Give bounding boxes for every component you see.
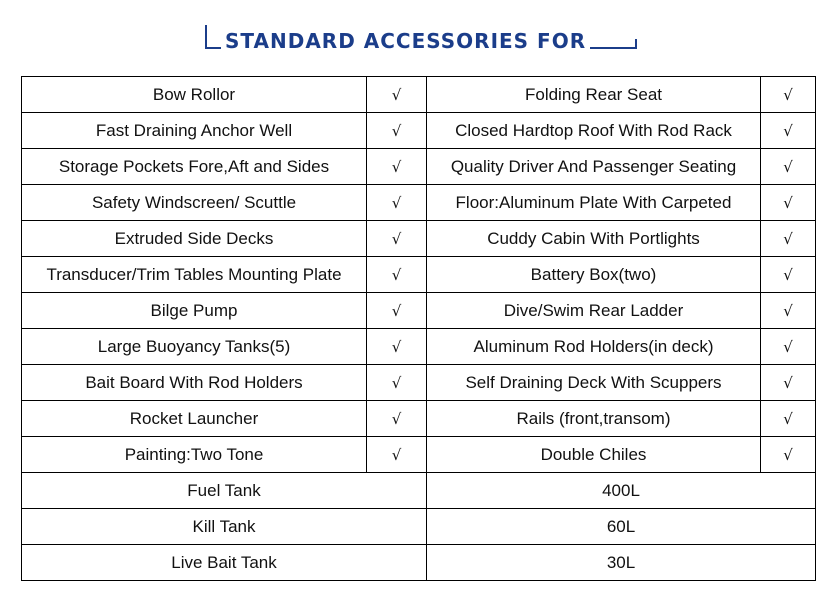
title-frame	[205, 25, 637, 53]
title-frame-left-line	[205, 25, 207, 49]
check-mark-icon: √	[367, 77, 427, 113]
accessory-name: Cuddy Cabin With Portlights	[427, 221, 761, 257]
title-frame-right-line	[635, 39, 637, 49]
tank-row	[22, 473, 816, 509]
accessory-name: Rails (front,transom)	[427, 401, 761, 437]
check-mark-icon: √	[761, 149, 816, 185]
tank-capacity: 60L	[427, 509, 816, 545]
table-row	[22, 293, 816, 329]
table-row	[22, 257, 816, 293]
tank-row	[22, 509, 816, 545]
tank-row	[22, 545, 816, 581]
accessory-name: Painting:Two Tone	[22, 437, 367, 473]
check-mark-icon: √	[367, 185, 427, 221]
check-mark-icon: √	[367, 113, 427, 149]
accessory-name: Storage Pockets Fore,Aft and Sides	[22, 149, 367, 185]
accessory-name: Safety Windscreen/ Scuttle	[22, 185, 367, 221]
check-mark-icon: √	[367, 329, 427, 365]
accessory-name: Fast Draining Anchor Well	[22, 113, 367, 149]
check-mark-icon: √	[761, 185, 816, 221]
table-row	[22, 149, 816, 185]
table-row	[22, 77, 816, 113]
accessory-name: Bow Rollor	[22, 77, 367, 113]
check-mark-icon: √	[761, 113, 816, 149]
accessory-name: Dive/Swim Rear Ladder	[427, 293, 761, 329]
tank-capacity: 30L	[427, 545, 816, 581]
table-row	[22, 365, 816, 401]
accessory-name: Bait Board With Rod Holders	[22, 365, 367, 401]
check-mark-icon: √	[761, 257, 816, 293]
table-row	[22, 221, 816, 257]
check-mark-icon: √	[761, 293, 816, 329]
tank-name: Fuel Tank	[22, 473, 427, 509]
check-mark-icon: √	[367, 293, 427, 329]
check-mark-icon: √	[761, 329, 816, 365]
table-row	[22, 401, 816, 437]
accessories-table	[21, 76, 816, 581]
accessory-name: Battery Box(two)	[427, 257, 761, 293]
table-row	[22, 113, 816, 149]
table-row	[22, 329, 816, 365]
check-mark-icon: √	[367, 149, 427, 185]
check-mark-icon: √	[367, 257, 427, 293]
check-mark-icon: √	[761, 221, 816, 257]
check-mark-icon: √	[761, 365, 816, 401]
tank-name: Live Bait Tank	[22, 545, 427, 581]
accessory-name: Aluminum Rod Holders(in deck)	[427, 329, 761, 365]
page-title: STANDARD ACCESSORIES FOR	[221, 30, 590, 52]
check-mark-icon: √	[761, 401, 816, 437]
table-row	[22, 185, 816, 221]
accessory-name: Closed Hardtop Roof With Rod Rack	[427, 113, 761, 149]
check-mark-icon: √	[367, 365, 427, 401]
accessory-name: Quality Driver And Passenger Seating	[427, 149, 761, 185]
accessory-name: Floor:Aluminum Plate With Carpeted	[427, 185, 761, 221]
accessory-name: Rocket Launcher	[22, 401, 367, 437]
check-mark-icon: √	[367, 401, 427, 437]
accessory-name: Double Chiles	[427, 437, 761, 473]
check-mark-icon: √	[367, 221, 427, 257]
accessory-name: Self Draining Deck With Scuppers	[427, 365, 761, 401]
accessory-name: Large Buoyancy Tanks(5)	[22, 329, 367, 365]
accessory-name: Transducer/Trim Tables Mounting Plate	[22, 257, 367, 293]
check-mark-icon: √	[761, 77, 816, 113]
accessory-name: Extruded Side Decks	[22, 221, 367, 257]
table-row	[22, 437, 816, 473]
tank-name: Kill Tank	[22, 509, 427, 545]
check-mark-icon: √	[761, 437, 816, 473]
tank-capacity: 400L	[427, 473, 816, 509]
accessory-name: Folding Rear Seat	[427, 77, 761, 113]
check-mark-icon: √	[367, 437, 427, 473]
accessory-name: Bilge Pump	[22, 293, 367, 329]
